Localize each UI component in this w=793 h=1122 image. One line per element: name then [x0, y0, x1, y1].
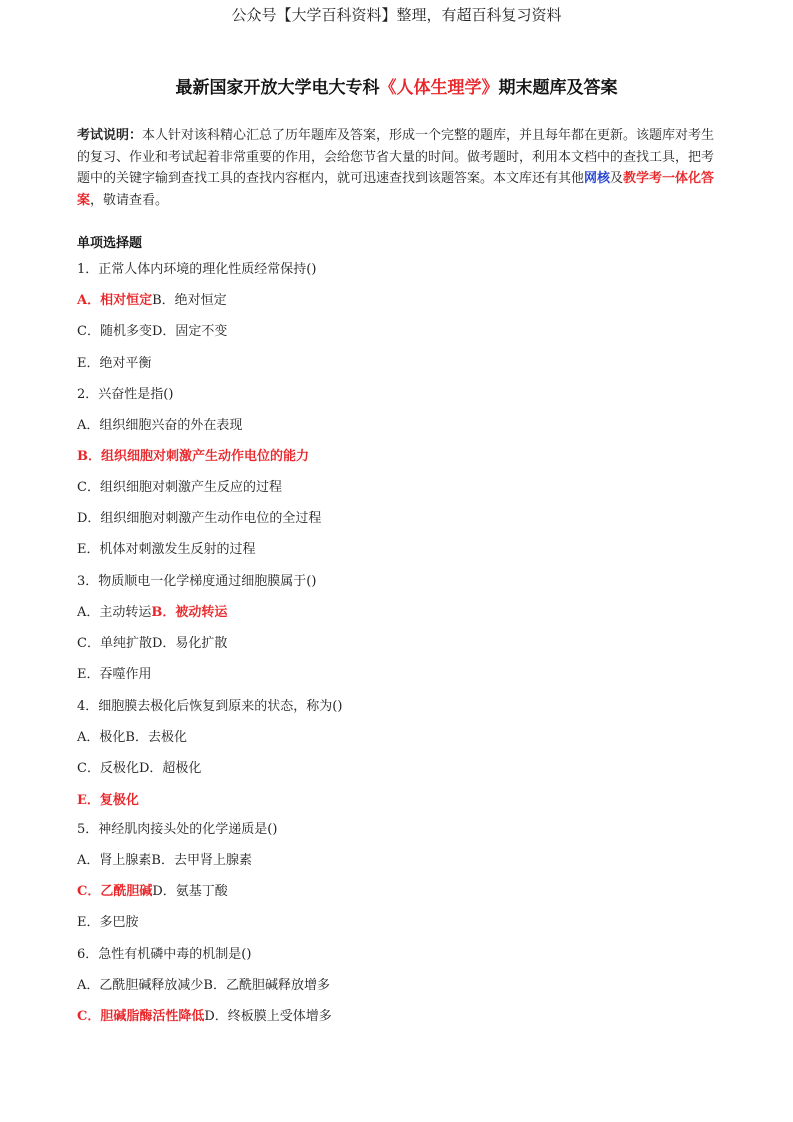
- option-text: B．绝对恒定: [152, 293, 227, 308]
- question-stem: 4．细胞膜去极化后恢复到原来的状态，称为(): [77, 699, 343, 714]
- description-label: 考试说明：: [77, 128, 143, 143]
- link-wanghe[interactable]: 网核: [584, 171, 611, 186]
- page-header: 公众号【大学百科资料】整理，有超百科复习资料: [231, 6, 562, 24]
- option-line: [77, 601, 227, 620]
- option-line: A．乙酰胆碱释放减少B．乙酰胆碱释放增多: [77, 978, 330, 993]
- section-title: 单项选择题: [77, 236, 143, 251]
- question-stem: 5．神经肌肉接头处的化学递质是(): [77, 822, 278, 837]
- option-line: A．组织细胞兴奋的外在表现: [77, 418, 243, 433]
- question-stem: 2．兴奋性是指(): [77, 387, 174, 402]
- title-course-name: 《人体生理学》: [379, 78, 499, 98]
- option-line: [77, 880, 228, 899]
- title-suffix: 期末题库及答案: [498, 78, 618, 98]
- option-line: C．组织细胞对刺激产生反应的过程: [77, 480, 282, 495]
- option-line: A．肾上腺素B．去甲肾上腺素: [77, 853, 252, 868]
- question-stem: 6．急性有机磷中毒的机制是(): [77, 947, 252, 962]
- correct-answer: A．相对恒定: [77, 293, 153, 308]
- description-end: ，敬请查看。: [90, 192, 169, 208]
- option-line: E．机体对刺激发生反射的过程: [77, 542, 256, 557]
- correct-answer: C．乙酰胆碱: [77, 884, 153, 899]
- option-line: D．组织细胞对刺激产生动作电位的全过程: [77, 511, 322, 526]
- option-line: [77, 289, 227, 308]
- title-prefix: 最新国家开放大学电大专科: [175, 78, 380, 98]
- option-line: A．极化B．去极化: [77, 730, 187, 745]
- question-stem: 1．正常人体内环境的理化性质经常保持(): [77, 262, 317, 277]
- option-line: C．反极化D．超极化: [77, 761, 202, 776]
- option-line: E．多巴胺: [77, 915, 139, 930]
- option-line: C．随机多变D．固定不变: [77, 324, 228, 339]
- option-line: C．单纯扩散D．易化扩散: [77, 636, 228, 651]
- option-line: E．吞噬作用: [77, 667, 152, 682]
- page-title: [0, 73, 793, 98]
- correct-answer: B．组织细胞对刺激产生动作电位的能力: [77, 449, 309, 464]
- option-line: E．绝对平衡: [77, 356, 152, 371]
- correct-answer: B．被动转运: [151, 605, 228, 620]
- option-text: D．终板膜上受体增多: [204, 1009, 332, 1024]
- option-line: [77, 1005, 332, 1024]
- option-text: D．氨基丁酸: [152, 884, 228, 899]
- link-integrated-answers[interactable]: 教学考一体化答案: [77, 171, 715, 208]
- description-body: 本人针对该科精心汇总了历年题库及答案，形成一个完整的题库，并且每年都在更新。该题库对考生的复习、作业和考试起着非常重要的作用，会给您节省大量的时间。做考题时，利用本文档中的查找工具，把考题中的关键字输到查找工具的查找内容框内，就可迅速查找到该题答案。本文库还有其他: [77, 128, 715, 186]
- description-connector: 及: [610, 171, 624, 186]
- question-stem: 3．物质顺电一化学梯度通过细胞膜属于(): [77, 574, 317, 589]
- option-text: A．主动转运: [77, 605, 152, 620]
- exam-description: [77, 125, 717, 211]
- correct-answer: E．复极化: [77, 793, 139, 808]
- correct-answer: C．胆碱脂酶活性降低: [77, 1009, 205, 1024]
